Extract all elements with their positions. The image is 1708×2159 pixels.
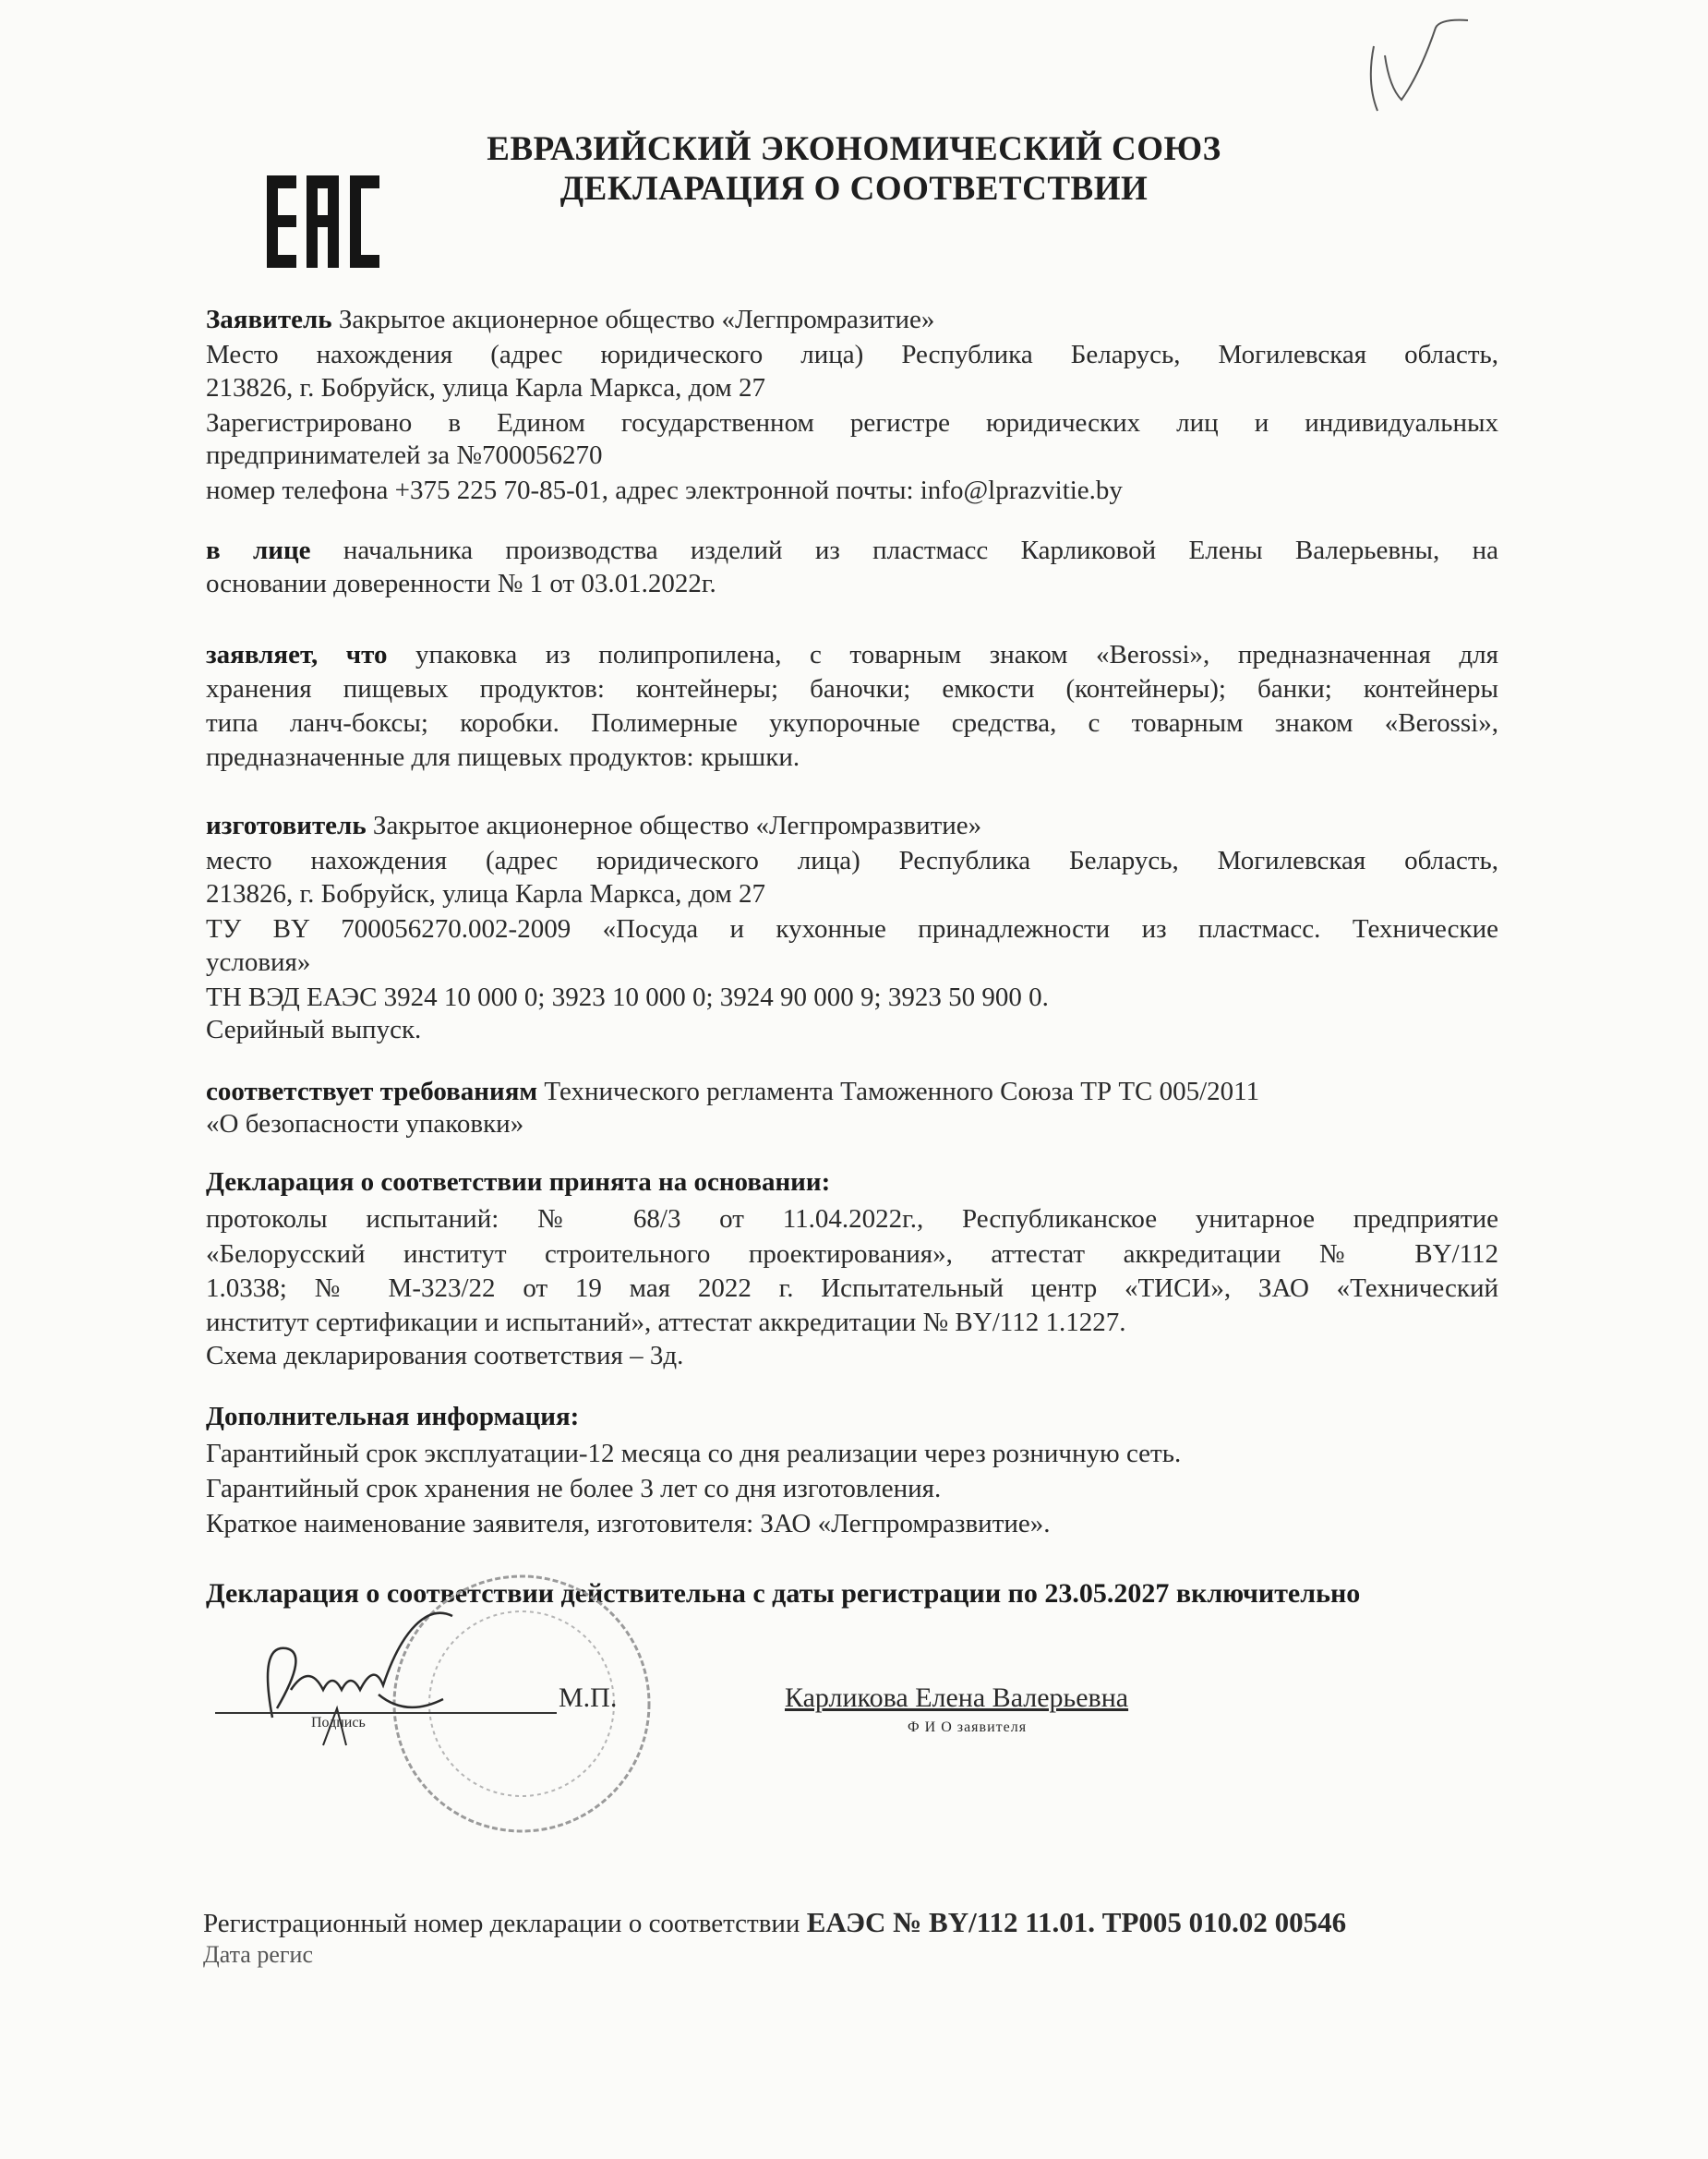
registration-label: Регистрационный номер декларации о соответствии — [203, 1909, 800, 1938]
applicant-reg-b: предпринимателей за №700056270 — [206, 440, 603, 470]
manufacturer-tnved: ТН ВЭД ЕАЭС 3924 10 000 0; 3923 10 000 0; 3924 90 000 9; 3923 50 900 0. — [206, 983, 1049, 1012]
declares-line-b: хранения пищевых продуктов: контейнеры; баночки; емкости (контейнеры); банки; контейнеры — [206, 674, 1498, 704]
applicant-reg-a: Зарегистрировано в Едином государственном регистре юридических лиц и индивидуальных — [206, 408, 1498, 438]
signature-line — [215, 1712, 557, 1714]
declares-line-c: типа ланч-боксы; коробки. Полимерные укупорочные средства, с товарным знаком «Berossi», — [206, 708, 1498, 738]
registration-number: ЕАЭС № BY/112 11.01. ТР005 010.02 00546 — [806, 1906, 1347, 1938]
manufacturer-label: изготовитель — [206, 811, 367, 840]
validity-statement: Декларация о соответствии действительна с даты регистрации по 23.05.2027 включительно — [206, 1578, 1361, 1609]
basis-line-b: «Белорусский институт строительного проектирования», аттестат аккредитации № BY/112 — [206, 1239, 1498, 1269]
manufacturer-serial: Серийный выпуск. — [206, 1015, 422, 1044]
additional-heading: Дополнительная информация: — [206, 1402, 580, 1431]
applicant-line — [206, 303, 1498, 336]
basis-line-c: 1.0338; № М-323/22 от 19 мая 2022 г. Испытательный центр «ТИСИ», ЗАО «Технический — [206, 1273, 1498, 1303]
signature-caption: Подпись — [311, 1715, 366, 1731]
basis-line-a: протоколы испытаний: № 68/3 от 11.04.2022г., Республиканское унитарное предприятие — [206, 1204, 1498, 1234]
person-text: начальника производства изделий из пластмасс Карликовой Елены Валерьевны, на — [343, 536, 1498, 565]
conformity-text: Технического регламента Таможенного Союза ТР ТС 005/2011 — [544, 1077, 1260, 1106]
applicant-fio: Карликова Елена Валерьевна — [785, 1683, 1129, 1713]
declaration-title: ДЕКЛАРАЦИЯ О СООТВЕТСТВИИ — [559, 170, 1149, 208]
declares-label: заявляет, что — [206, 640, 388, 669]
additional-line-b: Гарантийный срок хранения не более 3 лет со дня изготовления. — [206, 1474, 942, 1503]
registration-line — [203, 1906, 1346, 1939]
manufacturer-line — [206, 809, 1498, 842]
basis-heading: Декларация о соответствии принята на основании: — [206, 1167, 831, 1197]
additional-line-c: Краткое наименование заявителя, изготовителя: ЗАО «Легпромразвитие». — [206, 1509, 1051, 1538]
stamp-place-label: М.П. — [559, 1683, 618, 1713]
applicant-address-a: Место нахождения (адрес юридического лица) Республика Беларусь, Могилевская область, — [206, 340, 1498, 369]
applicant-label: Заявитель — [206, 305, 332, 334]
applicant-contacts: номер телефона +375 225 70-85-01, адрес электронной почты: info@lprazvitie.by — [206, 476, 1123, 505]
applicant-address-b: 213826, г. Бобруйск, улица Карла Маркса, дом 27 — [206, 373, 765, 403]
declares-line-d: предназначенные для пищевых продуктов: крышки. — [206, 742, 800, 772]
person-line-b: основании доверенности № 1 от 03.01.2022г. — [206, 569, 716, 598]
person-label: в лице — [206, 536, 311, 565]
conformity-label: соответствует требованиям — [206, 1077, 538, 1106]
declares-text: упаковка из полипропилена, с товарным знаком «Berossi», предназначенная для — [415, 640, 1498, 669]
manufacturer-address-a: место нахождения (адрес юридического лица) Республика Беларусь, Могилевская область, — [206, 846, 1498, 875]
applicant-fio-caption: Ф И О заявителя — [908, 1719, 1028, 1735]
conformity-line-a — [206, 1075, 1498, 1108]
conformity-line-b: «О безопасности упаковки» — [206, 1109, 524, 1139]
person-line-a — [206, 534, 1498, 567]
manufacturer-tu-a: ТУ BY 700056270.002-2009 «Посуда и кухонные принадлежности из пластмасс. Технические — [206, 914, 1498, 944]
additional-line-a: Гарантийный срок эксплуатации-12 месяца со дня реализации через розничную сеть. — [206, 1439, 1182, 1468]
manufacturer-tu-b: условия» — [206, 947, 311, 977]
registration-date-cut: Дата регис — [203, 1941, 313, 1968]
signature-scribble — [222, 1607, 489, 1755]
basis-scheme: Схема декларирования соответствия – 3д. — [206, 1341, 684, 1370]
eac-logo — [265, 171, 385, 272]
manufacturer-name: Закрытое акционерное общество «Легпромразвитие» — [372, 811, 982, 840]
union-title: ЕВРАЗИЙСКИЙ ЭКОНОМИЧЕСКИЙ СОЮЗ — [487, 130, 1221, 168]
manufacturer-address-b: 213826, г. Бобруйск, улица Карла Маркса, дом 27 — [206, 879, 765, 909]
basis-line-d: институт сертификации и испытаний», аттестат аккредитации № BY/112 1.1227. — [206, 1308, 1126, 1337]
handwritten-mark — [1348, 18, 1477, 125]
declares-line-a — [206, 638, 1498, 671]
applicant-name: Закрытое акционерное общество «Легпромразитие» — [338, 305, 935, 334]
